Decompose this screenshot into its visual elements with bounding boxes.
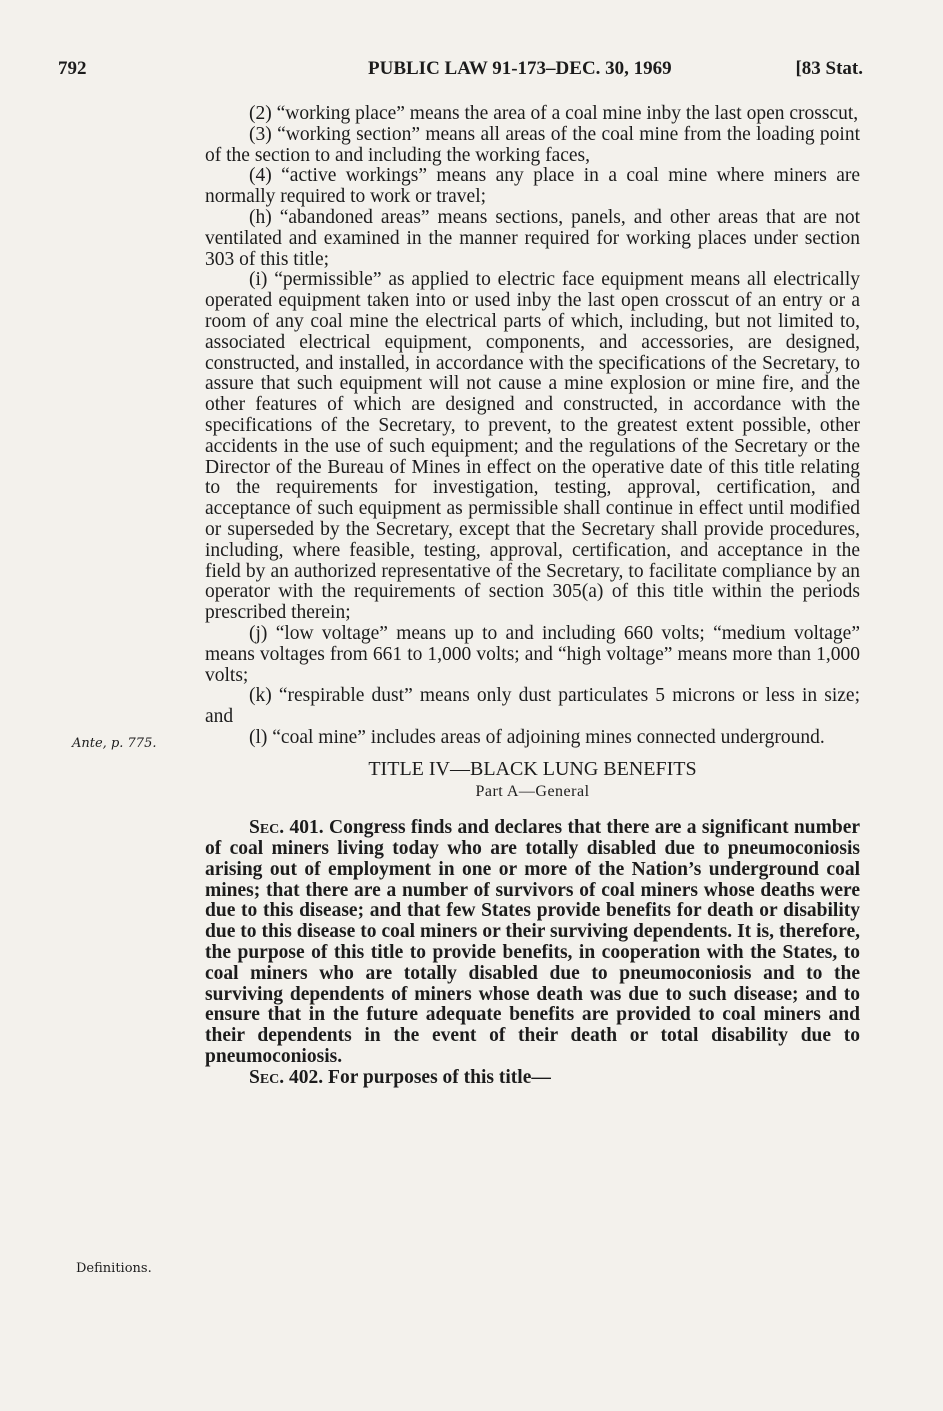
paragraph-permissible: (i) “permissible” as applied to electric face equipment means all electrically operated equipment taken into or used inby the last open crosscut of an entry or a room of any coal mine the electrical parts of which, including, but not limited to, associated electrical equipment, components, and accessories, are designed, constructed, and installed, in accordance with the specifications of the Secretary, to assure that such equipment will not cause a mine explosion or mine fire, and the other features of which are designed and constructed, in accordance with the specifications of the Secretary, to prevent, to the greatest extent possible, other accidents in the use of such equipment; and the regulations of the Secretary or the Director of the Bureau of Mines in effect on the operative date of this title relating to the requirements for investigation, testing, approval, certification, and acceptance of such equipment as permissible shall continue in effect until modified or superseded by the Secretary, except that the Secretary shall provide procedures, including, where feasible, testing, approval, certification, and acceptance in the field by an authorized representative of the Secretary, to facilitate compliance by an operator with the requirements of section 305(a) of this title within the periods prescribed therein; (205, 269, 860, 624)
section-402-label: Sec. 402. (249, 1066, 324, 1088)
paragraph-coal-mine: (l) “coal mine” includes areas of adjoining mines connected underground. (249, 726, 825, 748)
section-401-label: Sec. 401. (249, 817, 324, 839)
paragraph-voltage: (j) “low voltage” means up to and including 660 volts; “medium voltage” means voltages from 661 to 1,000 volts; and “high voltage” means more than 1,000 volts; (205, 622, 860, 686)
header-statute: [83 Stat. (795, 58, 863, 79)
section-402-text: For purposes of this title— (328, 1066, 551, 1088)
part-heading: Part A—General (475, 782, 590, 800)
margin-note-ante: Ante, p. 775. (72, 736, 157, 751)
paragraph-working-place: (2) “working place” means the area of a coal mine inby the last open crosscut, (249, 103, 859, 124)
header-title: PUBLIC LAW 91-173–DEC. 30, 1969 (368, 58, 672, 79)
section-402 (205, 1068, 860, 1089)
section-401-text: Congress finds and declares that there are a significant number of coal miners living today who are totally disabled due to pneumoconiosis arising out of employment in one or more of the Nation’s underground coal mines; that there are a number of survivors of coal miners whose deaths were due to this disease; and that few States provide benefits for death or disability due to this disease to coal miners or their surviving dependents. It is, therefore, the purpose of this title to provide benefits, in cooperation with the States, to coal miners who are totally disabled due to pneumoconiosis and to the surviving dependents of miners whose death was due to such disease; and to ensure that in the future adequate benefits are provided to coal miners and their dependents in the event of their death or total disability due to pneumoconiosis. (205, 817, 861, 1068)
paragraph-respirable-dust: (k) “respirable dust” means only dust particulates 5 microns or less in size; and (205, 685, 860, 728)
paragraph-working-section: (3) “working section” means all areas of the coal mine from the loading point of the section to and including the working faces, (205, 123, 860, 166)
paragraph-active-workings: (4) “active workings” means any place in a coal mine where miners are normally required to work or travel; (205, 165, 860, 208)
margin-note-definitions: Definitions. (76, 1261, 152, 1276)
title-heading: TITLE IV—BLACK LUNG BENEFITS (368, 757, 697, 780)
paragraph-abandoned-areas: (h) “abandoned areas” means sections, panels, and other areas that are not ventilated and examined in the manner required for working places under section 303 of this title; (205, 206, 860, 270)
body-text (205, 104, 860, 1089)
section-401 (205, 818, 860, 1068)
page-number: 792 (58, 58, 87, 79)
running-header (58, 58, 863, 88)
